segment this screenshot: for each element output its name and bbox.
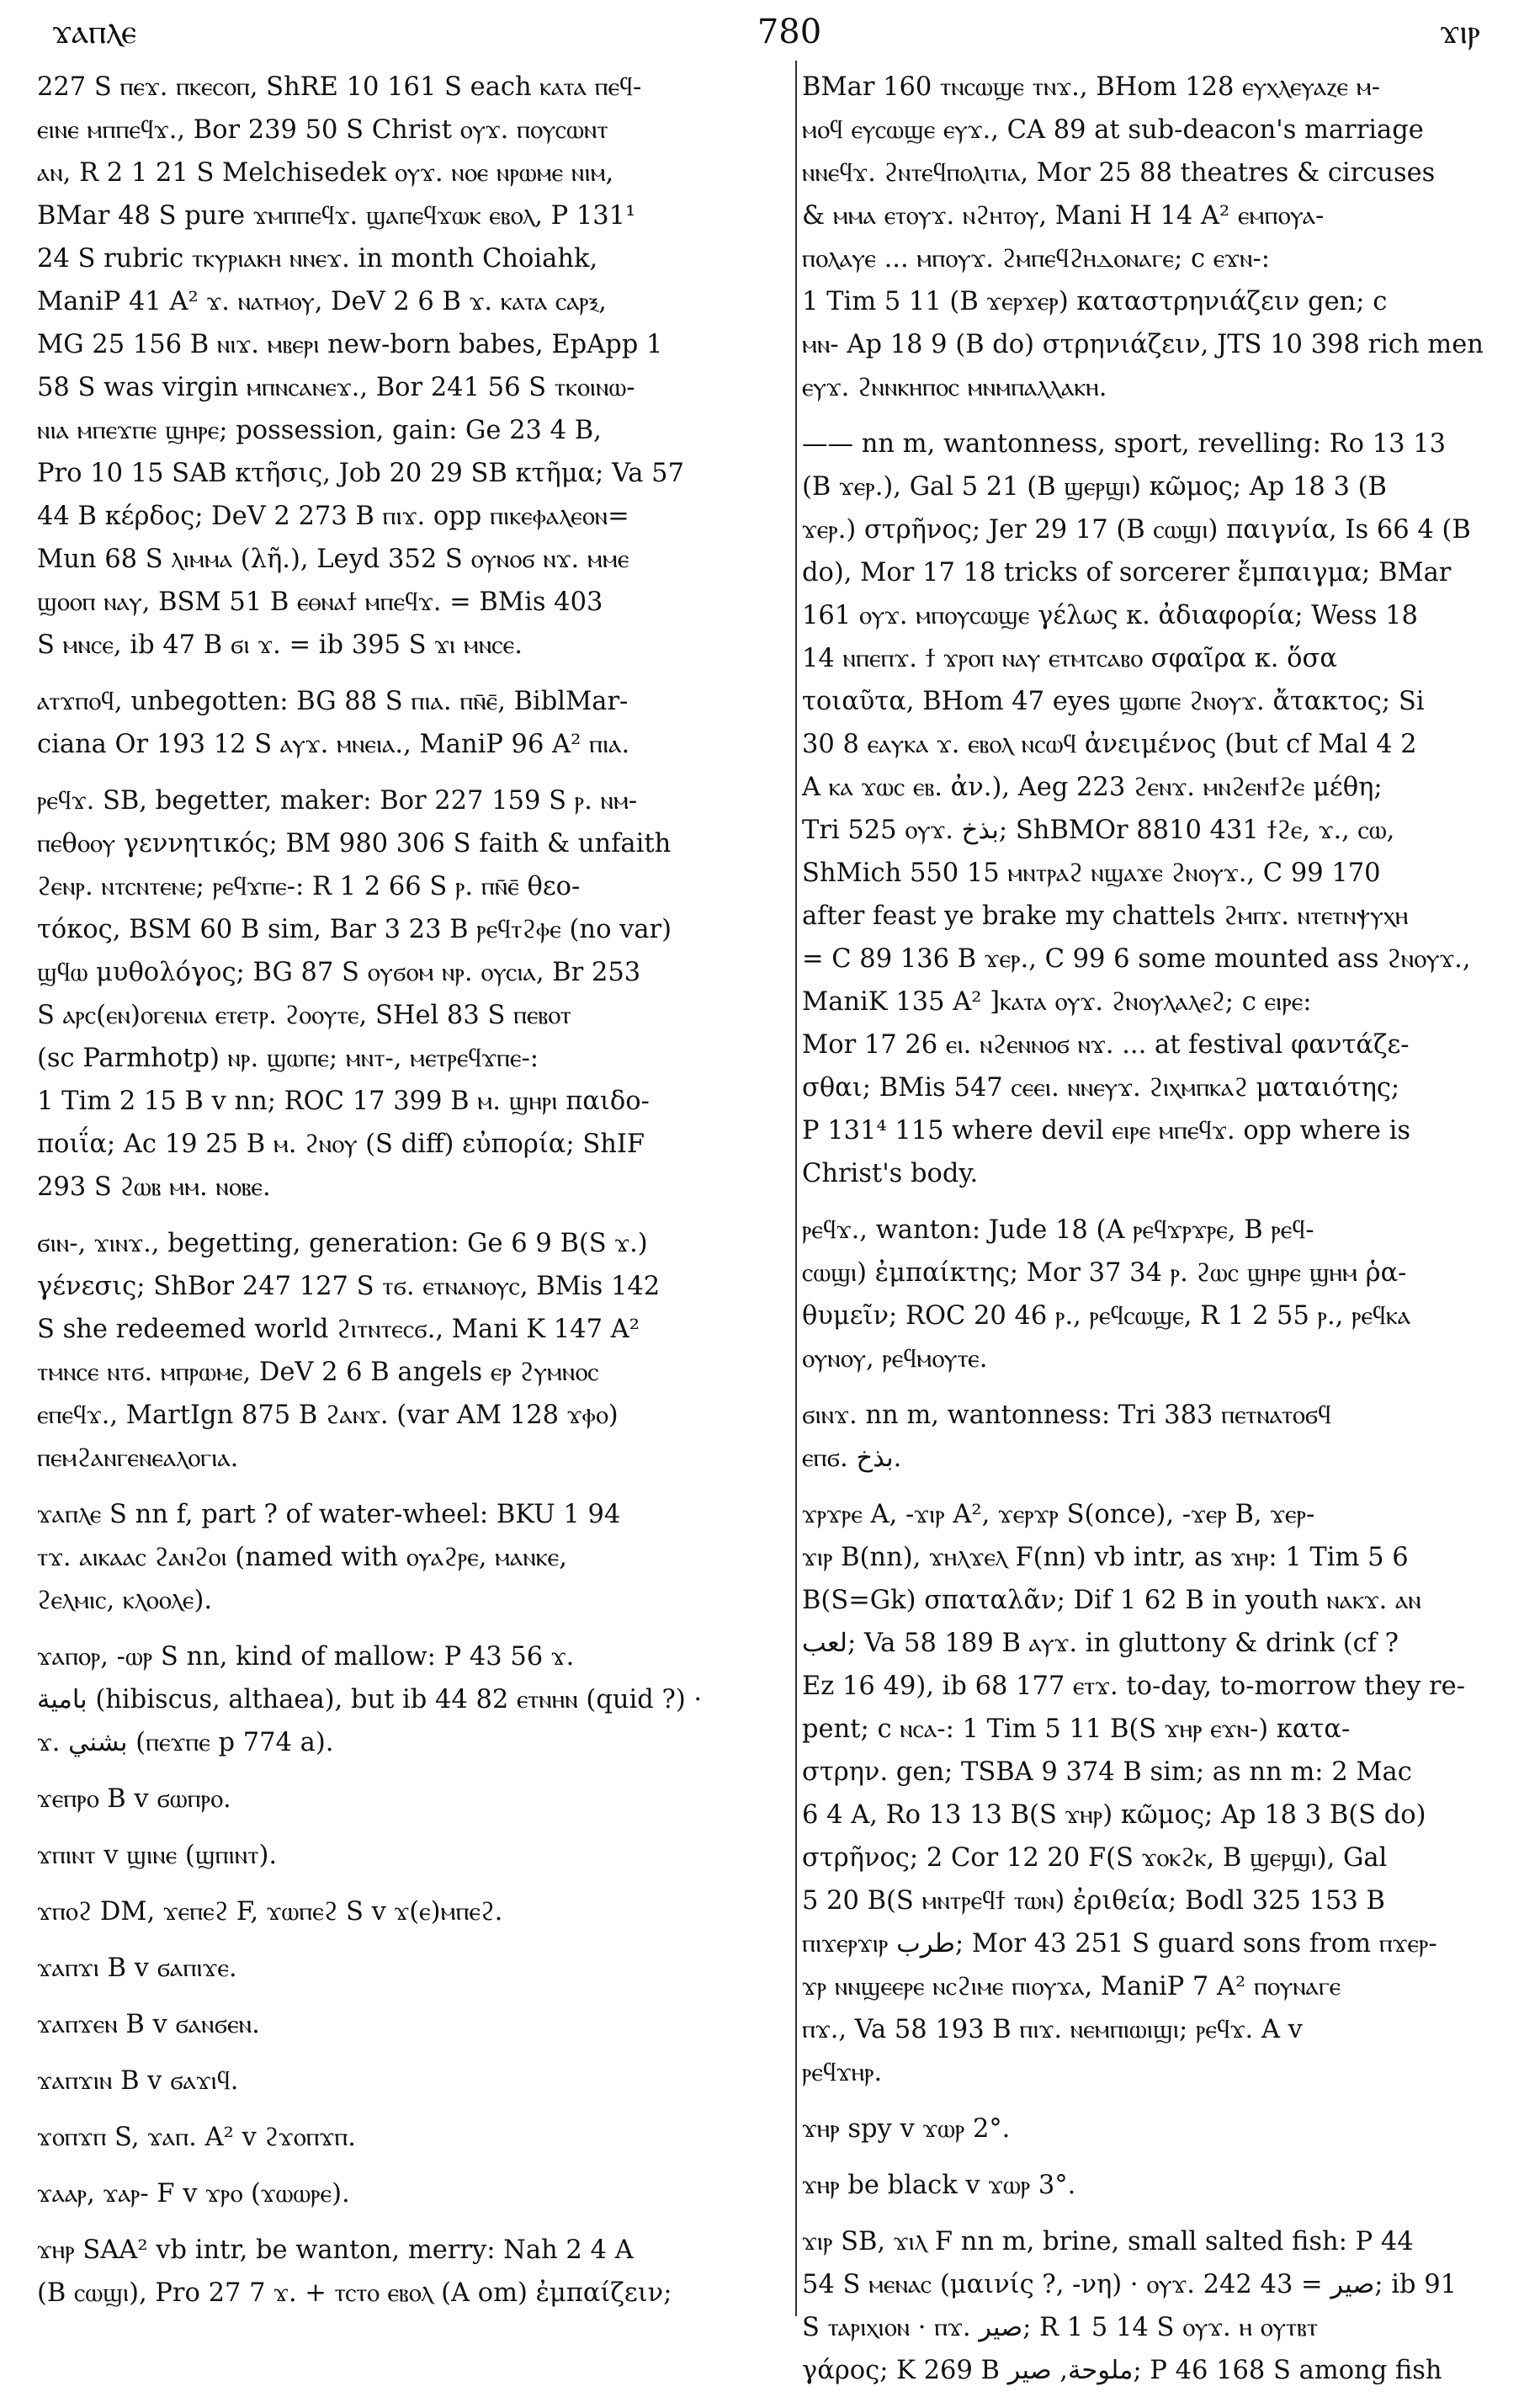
dictionary-entry [37,1890,769,1933]
right-running-head: ϫⲓⲣ [1440,13,1480,51]
entry-line: ϫⲡⲟϩ DM, ϫⲉⲡⲉϩ F, ϫⲱⲡⲉϩ S v ϫ(ⲉ)ⲙⲡⲉϩ. [37,1897,503,1927]
entry-line: 44 B κέρδος; DeV 2 273 B ⲡⲓϫ. opp ⲡⲓⲕⲉⲫⲁⲗⲉⲟⲛ= [37,502,629,531]
dictionary-entry [37,2060,769,2102]
entry-line: ciana Or 193 12 S ⲁⲩϫ. ⲙⲛⲉⲓⲁ., ManiP 96 A² ⲡⲓⲁ. [37,730,630,759]
right-column [802,66,1526,2385]
entry-line: ⲡϫ., Va 58 193 B ⲡⲓϫ. ⲛⲉⲙⲡⲓⲱⲓϣⲓ; ⲣⲉϥϫ. A v [802,2015,1303,2044]
entry-line: (B ⲥⲱϣⲓ), Pro 27 7 ϫ. + ⲧⲥⲧⲟ ⲉⲃⲟⲗ (A om) ἐμπαίζειν; [37,2278,672,2308]
entry-line: στρῆνος; 2 Cor 12 20 F(S ϫⲟⲕϩⲕ, B ϣⲉⲣϣⲓ), Gal [802,1843,1388,1873]
dictionary-entry [802,2108,1526,2150]
entry-line: σθαι; BMis 547 ⲥⲉⲉⲓ. ⲛⲛⲉⲩϫ. ϩⲓⲭⲙⲡⲕⲁϩ ματαιότης; [802,1073,1400,1103]
entry-line: ϫⲡⲓⲛⲧ v ϣⲓⲛⲉ (ϣⲡⲓⲛⲧ). [37,1841,278,1870]
entry-line: ϫⲏⲣ SAA² vb intr, be wanton, merry: Nah 2 4 A [37,2235,634,2265]
entry-line: Christ's body. [802,1159,979,1188]
page-number: 780 [757,13,822,51]
entry-line: ManiP 41 A² ϫ. ⲛⲁⲧⲙⲟⲩ, DeV 2 6 B ϫ. ⲕⲁⲧⲁ ⲥⲁⲣⲝ, [37,287,607,316]
dictionary-entry [37,2229,769,2315]
entry-line: pent; c ⲛⲥⲁ-: 1 Tim 5 11 B(S ϫⲏⲣ ⲉϫⲛ-) κατα- [802,1714,1351,1744]
dictionary-entry [802,1394,1526,1480]
entry-line: ϫⲁⲡⲗⲉ S nn f, part ? of water-wheel: BKU 1 94 [37,1500,621,1529]
dictionary-entry [802,2220,1526,2392]
entry-line: ⲉⲩϫ. ϩⲛⲛⲕⲏⲡⲟⲥ ⲙⲛⲙⲡⲁⲗⲗⲁⲕⲏ. [802,373,1107,402]
entry-line: ϫⲣϫⲣⲉ A, -ϫⲓⲣ A², ϫⲉⲣϫⲣ S(once), -ϫⲉⲣ B, ϫⲉⲣ- [802,1500,1315,1529]
entry-line: ϫⲁⲡϫⲓ B v ϭⲁⲡⲓϫⲉ. [37,1953,237,1983]
dictionary-entry [802,1493,1526,2094]
dictionary-entry [802,423,1526,1195]
dictionary-entry [37,66,769,667]
entry-line: BMar 48 S pure ϫⲙⲡⲡⲉϥϫ. ϣⲁⲡⲉϥϫⲱⲕ ⲉⲃⲟⲗ, P 131¹ [37,201,636,231]
entry-line: ϣϥⲱ μυθολόγος; BG 87 S ⲟⲩϭⲟⲙ ⲛⲣ. ⲟⲩⲥⲓⲁ, Br 253 [37,958,641,987]
entry-line: —— nn m, wantonness, sport, revelling: Ro 13 13 [802,429,1446,459]
dictionary-entry [37,1834,769,1877]
entry-line: ϫⲏⲣ be black v ϫⲱⲣ 3°. [802,2171,1076,2200]
dictionary-entry [37,2003,769,2046]
entry-line: ϫⲁⲡϫⲓⲛ B v ϭⲁϫⲓϥ. [37,2066,239,2096]
entry-line: ShMich 550 15 ⲙⲛⲧⲣⲁϩ ⲛϣⲁϫⲉ ϩⲛⲟⲩϫ., C 99 170 [802,858,1381,888]
entry-line: ϫⲉⲣ.) στρῆνος; Jer 29 17 (B ⲥⲱϣⲓ) παιγνία, Is 66 4 (B [802,515,1471,545]
entry-line: ⲣⲉϥϫ. SB, begetter, maker: Bor 227 159 S ⲣ. ⲛⲙ- [37,786,638,816]
entry-line: 24 S rubric ⲧⲕⲩⲣⲓⲁⲕⲏ ⲛⲛⲉϫ. in month Choiahk, [37,244,598,274]
entry-line: Tri 525 ⲟⲩϫ. بذخ; ShBMOr 8810 431 ϯϩⲉ, ϫ., ⲥⲱ, [802,816,1395,845]
entry-line: 293 S ϩⲱⲃ ⲙⲙ. ⲛⲟⲃⲉ. [37,1172,271,1202]
entry-line: ϫ. بشني (ⲡⲉϫⲡⲉ p 774 a). [37,1728,334,1757]
entry-line: ϣⲟⲟⲡ ⲛⲁⲩ, BSM 51 B ⲉⲑⲛⲁϯ ⲙⲡⲉϥϫ. = BMis 403 [37,587,603,617]
entry-line: Pro 10 15 SAB κτῆσις, Job 20 29 SB κτῆμα; Va 57 [37,459,684,488]
entry-line: ⲉⲓⲛⲉ ⲙⲡⲡⲉϥϫ., Bor 239 50 S Christ ⲟⲩϫ. ⲡⲟⲩⲥⲱⲛⲧ [37,115,608,145]
entry-line: ⲁⲛ, R 2 1 21 S Melchisedek ⲟⲩϫ. ⲛⲟⲉ ⲛⲣⲱⲙⲉ ⲛⲓⲙ, [37,158,614,188]
entry-line: ϫⲁⲁⲣ, ϫⲁⲣ- F v ϫⲣⲟ (ϫⲱⲱⲣⲉ). [37,2179,350,2209]
dictionary-entry [37,1947,769,1990]
entry-line: τόκος, BSM 60 B sim, Bar 3 23 B ⲣⲉϥⲧϩⲫⲉ (no var) [37,915,672,944]
entry-line: Ez 16 49), ib 68 177 ⲉⲧϫ. to-day, to-morrow they re- [802,1672,1465,1701]
entry-line: (B ϫⲉⲣ.), Gal 5 21 (B ϣⲉⲣϣⲓ) κῶμος; Ap 18 3 (B [802,472,1387,502]
entry-line: ⲙⲛ- Ap 18 9 (B do) στρηνιάζειν, JTS 10 398 rich men [802,330,1484,359]
entry-line: B(S=Gk) σπαταλᾶν; Dif 1 62 B in youth ⲛⲁⲕϫ. ⲁⲛ [802,1586,1421,1615]
entry-line: ⲛⲛⲉϥϫ. ϩⲛⲧⲉϥⲡⲟⲗⲓⲧⲓⲁ, Mor 25 88 theatres & circuses [802,158,1436,188]
entry-line: ⲣⲉϥϫ., wanton: Jude 18 (A ⲣⲉϥϫⲣϫⲣⲉ, B ⲣⲉϥ- [802,1215,1314,1245]
entry-line: ⲣⲉϥϫⲏⲣ. [802,2058,883,2087]
entry-line: 30 8 ⲉⲁⲩⲕⲁ ϫ. ⲉⲃⲟⲗ ⲛⲥⲱϥ ἀνειμένος (but cf Mal 4 2 [802,730,1417,759]
dictionary-entry [37,1493,769,1622]
entry-line: 58 S was virgin ⲙⲡⲛⲥⲁⲛⲉϫ., Bor 241 56 S ⲧⲕⲟⲓⲛⲱ- [37,373,635,402]
entry-line: ϩⲉⲗⲙⲓⲥ, ⲕⲗⲟⲟⲗⲉ). [37,1586,213,1615]
entry-line: ⲉⲡϭ. بذخ. [802,1443,902,1473]
entry-line: 6 4 A, Ro 13 13 B(S ϫⲏⲣ) κῶμος; Ap 18 3 B(S do) [802,1800,1426,1830]
entry-line: ϫⲟⲡϫⲡ S, ϫⲁⲡ. A² v ϩϫⲟⲡϫⲡ. [37,2123,356,2152]
entry-line: P 131⁴ 115 where devil ⲉⲓⲣⲉ ⲙⲡⲉϥϫ. opp where is [802,1116,1411,1146]
dictionary-entry [37,779,769,1209]
entry-line: ⲡⲉθⲟⲟⲩ γεννητικός; BM 980 306 S faith & unfaith [37,829,672,858]
entry-line: do), Mor 17 18 tricks of sorcerer ἔμπαιγμα; BMar [802,558,1452,587]
entry-line: 1 Tim 2 15 B v nn; ROC 17 399 B ⲙ. ϣⲏⲣⲓ παιδο- [37,1087,650,1116]
entry-line: ⲁⲧϫⲡⲟϥ, unbegotten: BG 88 S ⲡⲓⲁ. ⲡⲛ̄ⲉ̄, BiblMar- [37,687,629,716]
entry-line: ϩⲉⲛⲣ. ⲛⲧⲥⲛⲧⲉⲛⲉ; ⲣⲉϥϫⲡⲉ-: R 1 2 66 S ⲣ. ⲡⲛ̄ⲉ̄ θεο- [37,872,581,901]
dictionary-entry [37,2116,769,2159]
entry-line: ⲧϫ. ⲁⲓⲕⲁⲁⲥ ϩⲁⲛϩⲟⲓ (named with ⲟⲩⲁϩⲣⲉ, ⲙⲁⲛⲕⲉ, [37,1543,567,1572]
entry-line: after feast ye brake my chattels ϩⲙⲡϫ. ⲛⲧⲉⲧⲛⲯⲩⲭⲏ [802,901,1409,931]
entry-line: ⲟⲩⲛⲟⲩ, ⲣⲉϥⲙⲟⲩⲧⲉ. [802,1344,988,1374]
entry-line: ⲛⲓⲁ ⲙⲡⲉϫⲡⲉ ϣⲏⲣⲉ; possession, gain: Ge 23 4 B, [37,416,602,445]
entry-line: S ⲁⲣⲥ(ⲉⲛ)ⲟⲅⲉⲛⲓⲁ ⲉⲧⲉⲧⲣ. ϩⲟⲟⲩⲧⲉ, SHel 83 S ⲡⲉⲃⲟⲧ [37,1001,571,1030]
left-running-head: ϫⲁⲡⲗⲉ [51,13,137,51]
entry-line: ϫⲏⲣ spy v ϫⲱⲣ 2°. [802,2114,1011,2144]
entry-line: 227 S ⲡⲉϫ. ⲡⲕⲉⲥⲟⲡ, ShRE 10 161 S each ⲕⲁⲧⲁ ⲡⲉϥ- [37,72,642,102]
left-column [37,66,769,2317]
entry-line: θυμεῖν; ROC 20 46 ⲣ., ⲣⲉϥⲥⲱϣⲉ, R 1 2 55 ⲣ., ⲣⲉϥⲕⲁ [802,1301,1411,1331]
entry-line: ϫⲣ ⲛⲛϣⲉⲉⲣⲉ ⲛⲥϩⲓⲙⲉ ⲡⲓⲟⲩϫⲁ, ManiP 7 A² ⲡⲟⲩⲛⲁⲅⲉ [802,1972,1341,2001]
entry-line: 14 ⲛⲡⲉⲡϫ. ϯ ϫⲣⲟⲡ ⲛⲁⲩ ⲉⲧⲙⲧⲥⲁⲃⲟ σφαῖρα κ. ὅσα [802,644,1337,673]
entry-line: στρην. gen; TSBA 9 374 B sim; as nn m: 2 Mac [802,1757,1412,1787]
entry-line: 1 Tim 5 11 (B ϫⲉⲣϫⲉⲣ) καταστρηνιάζειν gen; c [802,287,1388,316]
column-divider [795,61,797,2316]
dictionary-entry [802,66,1526,409]
entry-line: ποιΐα; Ac 19 25 B ⲙ. ϩⲛⲟⲩ (S diff) εὐπορία; ShIF [37,1130,645,1159]
dictionary-entry [37,2172,769,2215]
entry-line: S she redeemed world ϩⲓⲧⲛⲧⲉⲥϭ., Mani K 147 A² [37,1315,640,1344]
entry-line: = C 89 136 B ϫⲉⲣ., C 99 6 some mounted ass ϩⲛⲟⲩϫ., [802,944,1471,974]
entry-line: بامية (hibiscus, althaea), but ib 44 82 ⲉⲧⲛⲏⲛ (quid ?) · [37,1685,703,1714]
entry-line: 161 ⲟⲩϫ. ⲙⲡⲟⲩⲥⲱϣⲉ γέλως κ. ἀδιαφορία; Wess 18 [802,601,1418,630]
entry-line: Mun 68 S ⲗⲓⲙⲙⲁ (λῆ.), Leyd 352 S ⲟⲩⲛⲟϭ ⲛϫ. ⲙⲙⲉ [37,545,629,574]
entry-line: ⲧⲙⲛⲥⲉ ⲛⲧϭ. ⲙⲡⲣⲱⲙⲉ, DeV 2 6 B angels ⲉⲣ ϩⲩⲙⲛⲟⲥ [37,1358,599,1387]
entry-line: ⲡⲓϫⲉⲣϫⲓⲣ طرب; Mor 43 251 S guard sons from ⲡϫⲉⲣ- [802,1929,1437,1959]
dictionary-entry [802,2164,1526,2207]
entry-line: ϭⲓⲛϫ. nn m, wantonness: Tri 383 ⲡⲉⲧⲛⲁⲧⲟϭϥ [802,1401,1332,1430]
entry-line: τοιαῦτα, BHom 47 eyes ϣⲱⲡⲉ ϩⲛⲟⲩϫ. ἄτακτος; Si [802,687,1425,716]
dictionary-entry [37,1635,769,1764]
entry-line: A ⲕⲁ ϫⲱⲥ ⲉⲃ. ἀν.), Aeg 223 ϩⲉⲛϫ. ⲙⲛϩⲉⲛϯϩⲉ μέθη; [802,773,1383,802]
dictionary-entry [802,1209,1526,1380]
entry-line: ϫⲁⲡⲟⲣ, -ⲱⲣ S nn, kind of mallow: P 43 56 ϫ. [37,1642,575,1672]
entry-line: ⲙⲟϥ ⲉⲩⲥⲱϣⲉ ⲉⲩϫ., CA 89 at sub-deacon's marriage [802,115,1424,145]
entry-line: ⲥⲱϣⲓ) ἐμπαίκτης; Mor 37 34 ⲣ. ϩⲱⲥ ϣⲏⲣⲉ ϣⲏⲙ ῥα- [802,1258,1407,1288]
entry-line: ϭⲓⲛ-, ϫⲓⲛϫ., begetting, generation: Ge 6 9 B(S ϫ.) [37,1229,648,1258]
dictionary-entry [37,680,769,766]
dictionary-entry [37,1778,769,1821]
entry-line: 54 S ⲙⲉⲛⲁⲥ (μαινίς ?, -νη) · ⲟⲩϫ. صير = 43 242; ib 91 [802,2270,1458,2299]
entry-line: لعب; Va 58 189 B ⲁⲩϫ. in gluttony & drink (cf ? [802,1629,1399,1658]
entry-line: ⲡⲟⲗⲁⲩⲉ ... ⲙⲡⲟⲩϫ. ϩⲙⲡⲉϥϩⲏⲇⲟⲛⲁⲅⲉ; c ⲉϫⲛ-: [802,244,1271,274]
entry-line: S ⲧⲁⲣⲓⲭⲓⲟⲛ · ⲡϫ. صير; R 1 5 14 S ⲟⲩϫ. ⲏ ⲟⲩⲧⲃⲧ [802,2313,1318,2342]
entry-line: ϫⲁⲡϫⲉⲛ B v ϭⲁⲛϭⲉⲛ. [37,2010,260,2039]
entry-line: ManiK 135 A² ]ⲕⲁⲧⲁ ⲟⲩϫ. ϩⲛⲟⲩⲗⲁⲗⲉϩ; c ⲉⲓⲣⲉ: [802,987,1312,1017]
entry-line: (sc Parmhotp) ⲛⲣ. ϣⲱⲡⲉ; ⲙⲛⲧ-, ⲙⲉⲧⲣⲉϥϫⲡⲉ-: [37,1044,539,1073]
entry-line: BMar 160 ⲧⲛⲥⲱϣⲉ ⲧⲛϫ., BHom 128 ⲉⲩⲭⲗⲉⲩⲁⲍⲉ ⲙ- [802,72,1381,102]
entry-line: ϫⲓⲣ B(nn), ϫⲏⲗϫⲉⲗ F(nn) vb intr, as ϫⲏⲣ: 1 Tim 5 6 [802,1543,1409,1572]
entry-line: γάρος; K 269 B ملوحة, صير; P 46 168 S among fish [802,2356,1442,2385]
dictionary-entry [37,1222,769,1480]
entry-line: MG 25 156 B ⲛⲓϫ. ⲙⲃⲉⲣⲓ new-born babes, EpApp 1 [37,330,663,359]
entry-line: 5 20 B(S ⲙⲛⲧⲣⲉϥϯ ⲧⲱⲛ) ἐριθεία; Bodl 325 153 B [802,1886,1385,1916]
entry-line: ϫⲓⲣ SB, ϫⲓⲗ F nn m, brine, small salted fish: P 44 [802,2227,1414,2256]
entry-line: ⲡⲉⲙϩⲁⲛⲅⲉⲛⲉⲁⲗⲟⲅⲓⲁ. [37,1443,239,1473]
entry-line: & ⲙⲙⲁ ⲉⲧⲟⲩϫ. ⲛϩⲏⲧⲟⲩ, Mani H 14 A² ⲉⲙⲡⲟⲩⲁ- [802,201,1325,231]
entry-line: Mor 17 26 ⲉⲓ. ⲛϩⲉⲛⲛⲟϭ ⲛϫ. ... at festival φαντάζε- [802,1030,1410,1060]
entry-line: ϫⲉⲡⲣⲟ B v ϭⲱⲡⲣⲟ. [37,1784,231,1814]
entry-line: γένεσις; ShBor 247 127 S ⲧϭ. ⲉⲧⲛⲁⲛⲟⲩⲥ, BMis 142 [37,1272,661,1301]
entry-line: S ⲙⲛⲥⲉ, ib 47 B ϭⲓ ϫ. = ib 395 S ϫⲓ ⲙⲛⲥⲉ. [37,630,523,660]
entry-line: ⲉⲡⲉϥϫ., MartIgn 875 B ϩⲁⲛϫ. (var AM 128 ϫⲫⲟ) [37,1401,619,1430]
